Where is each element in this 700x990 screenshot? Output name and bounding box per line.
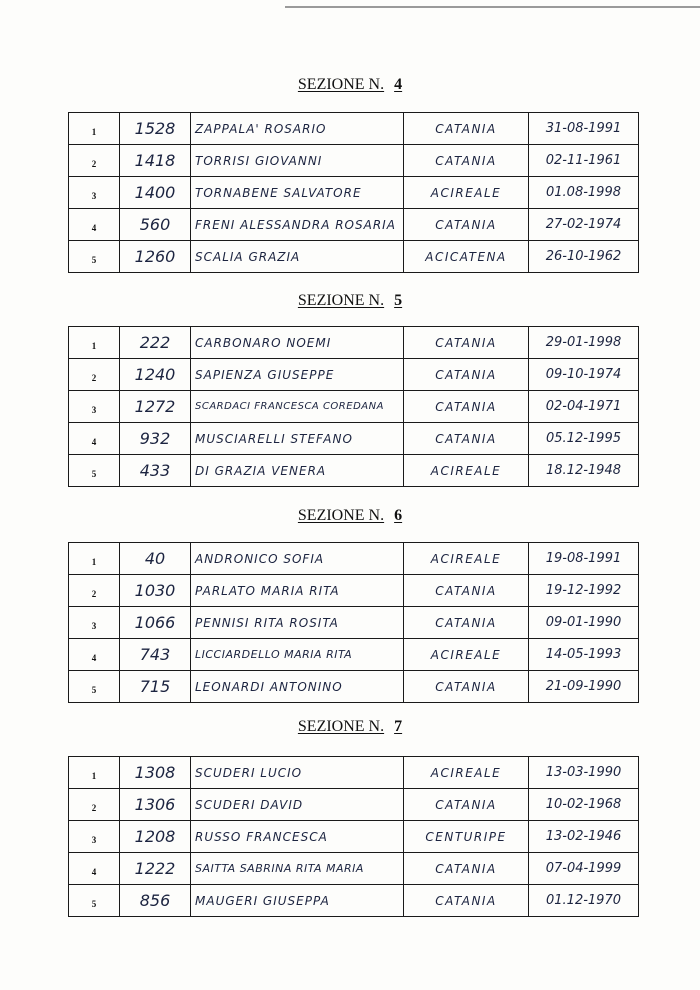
table-row — [69, 853, 639, 885]
row-index: 1 — [69, 327, 120, 359]
row-date: 05.12-1995 — [529, 423, 639, 455]
section-label: SEZIONE N. — [297, 76, 385, 93]
row-code: 1030 — [120, 575, 191, 607]
row-city: CATANIA — [404, 113, 529, 145]
row-index: 2 — [69, 575, 120, 607]
row-city: ACIREALE — [404, 177, 529, 209]
table-row — [69, 885, 639, 917]
section-number: 4 — [394, 76, 403, 93]
table-row — [69, 113, 639, 145]
row-name: LICCIARDELLO MARIA RITA — [191, 639, 404, 671]
row-city: CATANIA — [404, 885, 529, 917]
row-code: 1208 — [120, 821, 191, 853]
row-index: 1 — [69, 757, 120, 789]
table-row — [69, 575, 639, 607]
row-date: 13-02-1946 — [529, 821, 639, 853]
row-code: 1308 — [120, 757, 191, 789]
table-row — [69, 327, 639, 359]
row-code: 932 — [120, 423, 191, 455]
table-row — [69, 177, 639, 209]
row-name: PENNISI RITA ROSITA — [191, 607, 404, 639]
row-date: 21-09-1990 — [529, 671, 639, 703]
section-7-title — [0, 718, 700, 736]
row-index: 5 — [69, 241, 120, 273]
row-index: 3 — [69, 177, 120, 209]
row-name: TORRISI GIOVANNI — [191, 145, 404, 177]
row-name: ZAPPALA' ROSARIO — [191, 113, 404, 145]
row-city: CATANIA — [404, 359, 529, 391]
section-number: 5 — [394, 292, 403, 309]
row-index: 3 — [69, 607, 120, 639]
row-name: ANDRONICO SOFIA — [191, 543, 404, 575]
row-index: 3 — [69, 821, 120, 853]
row-code: 1260 — [120, 241, 191, 273]
row-name: CARBONARO NOEMI — [191, 327, 404, 359]
row-date: 31-08-1991 — [529, 113, 639, 145]
row-index: 1 — [69, 113, 120, 145]
row-date: 07-04-1999 — [529, 853, 639, 885]
row-code: 1418 — [120, 145, 191, 177]
section-label: SEZIONE N. — [297, 507, 385, 524]
table-row — [69, 789, 639, 821]
row-date: 01.12-1970 — [529, 885, 639, 917]
row-city: CATANIA — [404, 391, 529, 423]
row-date: 18.12-1948 — [529, 455, 639, 487]
row-name: FRENI ALESSANDRA ROSARIA — [191, 209, 404, 241]
row-index: 1 — [69, 543, 120, 575]
row-index: 4 — [69, 639, 120, 671]
row-city: CATANIA — [404, 209, 529, 241]
row-code: 1306 — [120, 789, 191, 821]
row-index: 4 — [69, 209, 120, 241]
row-city: CATANIA — [404, 607, 529, 639]
row-date: 02-04-1971 — [529, 391, 639, 423]
row-index: 4 — [69, 423, 120, 455]
row-name: MUSCIARELLI STEFANO — [191, 423, 404, 455]
row-code: 1240 — [120, 359, 191, 391]
row-code: 1528 — [120, 113, 191, 145]
row-code: 1222 — [120, 853, 191, 885]
row-city: CATANIA — [404, 423, 529, 455]
row-code: 856 — [120, 885, 191, 917]
table-row — [69, 359, 639, 391]
section-5-table — [68, 326, 639, 487]
row-date: 01.08-1998 — [529, 177, 639, 209]
row-name: MAUGERI GIUSEPPA — [191, 885, 404, 917]
row-index: 4 — [69, 853, 120, 885]
row-date: 09-01-1990 — [529, 607, 639, 639]
row-date: 09-10-1974 — [529, 359, 639, 391]
row-index: 2 — [69, 359, 120, 391]
row-code: 560 — [120, 209, 191, 241]
row-date: 10-02-1968 — [529, 789, 639, 821]
row-name: SAPIENZA GIUSEPPE — [191, 359, 404, 391]
page-top-edge-line — [285, 6, 700, 8]
row-index: 5 — [69, 885, 120, 917]
row-code: 715 — [120, 671, 191, 703]
row-code: 743 — [120, 639, 191, 671]
table-row — [69, 757, 639, 789]
section-5-title — [0, 292, 700, 310]
row-index: 5 — [69, 671, 120, 703]
section-4-title — [0, 76, 700, 94]
row-index: 3 — [69, 391, 120, 423]
row-city: CATANIA — [404, 671, 529, 703]
table-row — [69, 423, 639, 455]
section-4-table — [68, 112, 639, 273]
row-index: 2 — [69, 789, 120, 821]
row-name: PARLATO MARIA RITA — [191, 575, 404, 607]
table-row — [69, 607, 639, 639]
row-city: ACIREALE — [404, 639, 529, 671]
section-label: SEZIONE N. — [297, 718, 385, 735]
table-row — [69, 241, 639, 273]
row-name: LEONARDI ANTONINO — [191, 671, 404, 703]
row-name: TORNABENE SALVATORE — [191, 177, 404, 209]
row-city: CATANIA — [404, 327, 529, 359]
row-city: ACICATENA — [404, 241, 529, 273]
row-date: 29-01-1998 — [529, 327, 639, 359]
table-row — [69, 639, 639, 671]
row-code: 433 — [120, 455, 191, 487]
section-7-table — [68, 756, 639, 917]
row-date: 02-11-1961 — [529, 145, 639, 177]
row-code: 1400 — [120, 177, 191, 209]
section-6-title — [0, 507, 700, 525]
row-index: 5 — [69, 455, 120, 487]
row-name: SCUDERI DAVID — [191, 789, 404, 821]
row-city: CATANIA — [404, 789, 529, 821]
section-number: 6 — [394, 507, 403, 524]
row-city: CENTURIPE — [404, 821, 529, 853]
row-name: SCALIA GRAZIA — [191, 241, 404, 273]
row-city: ACIREALE — [404, 757, 529, 789]
row-name: RUSSO FRANCESCA — [191, 821, 404, 853]
row-code: 1066 — [120, 607, 191, 639]
row-date: 14-05-1993 — [529, 639, 639, 671]
table-row — [69, 671, 639, 703]
table-row — [69, 821, 639, 853]
row-city: ACIREALE — [404, 455, 529, 487]
section-6-table — [68, 542, 639, 703]
row-name: SCUDERI LUCIO — [191, 757, 404, 789]
row-code: 1272 — [120, 391, 191, 423]
row-city: CATANIA — [404, 853, 529, 885]
row-name: SAITTA SABRINA RITA MARIA — [191, 853, 404, 885]
row-index: 2 — [69, 145, 120, 177]
table-row — [69, 455, 639, 487]
section-label: SEZIONE N. — [297, 292, 385, 309]
row-city: ACIREALE — [404, 543, 529, 575]
row-date: 13-03-1990 — [529, 757, 639, 789]
table-row — [69, 145, 639, 177]
row-date: 19-12-1992 — [529, 575, 639, 607]
row-name: DI GRAZIA VENERA — [191, 455, 404, 487]
row-date: 26-10-1962 — [529, 241, 639, 273]
row-name: SCARDACI FRANCESCA COREDANA — [191, 391, 404, 423]
table-row — [69, 209, 639, 241]
table-row — [69, 543, 639, 575]
row-city: CATANIA — [404, 575, 529, 607]
section-number: 7 — [394, 718, 403, 735]
row-date: 27-02-1974 — [529, 209, 639, 241]
row-city: CATANIA — [404, 145, 529, 177]
table-row — [69, 391, 639, 423]
row-date: 19-08-1991 — [529, 543, 639, 575]
row-code: 40 — [120, 543, 191, 575]
row-code: 222 — [120, 327, 191, 359]
